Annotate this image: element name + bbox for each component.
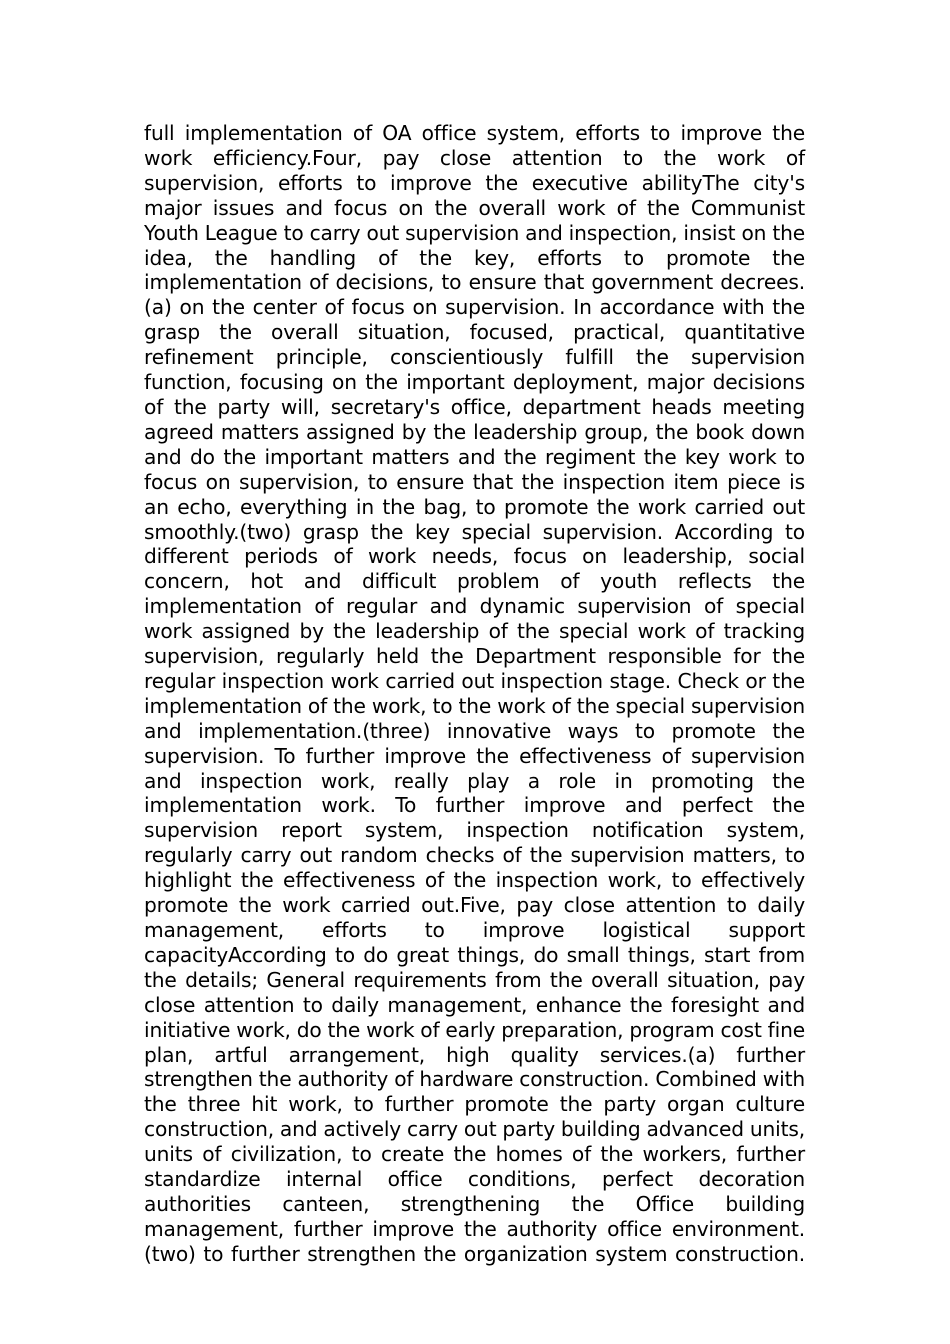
body-paragraph: full implementation of OA office system, efforts to improve the work efficiency.Four, pay close attention to the work of supervision, efforts to improve the executive abilityThe city's major issues and focus on the overall work of the Communist Youth League to carry out supervision and inspection, insist on the idea, the handling of the key, efforts to promote the implementation of decisions, to ensure that government decrees.(a) on the center of focus on supervision. In accordance with the grasp the overall situation, focused, practical, quantitative refinement principle, conscientiously fulfill the supervision function, focusing on the important deployment, major decisions of the party will, secretary's office, department heads meeting agreed matters assigned by the leadership group, the book down and do the important matters and the regiment the key work to focus on supervision, to ensure that the inspection item piece is an echo, everything in the bag, to promote the work carried out smoothly.(two) grasp the key special supervision. According to different periods of work needs, focus on leadership, social concern, hot and difficult problem of youth reflects the implementation of regular and dynamic supervision of special work assigned by the leadership of the special work of tracking supervision, regularly held the Department responsible for the regular inspection work carried out inspection stage. Check or the implementation of the work, to the work of the special supervision and implementation.(three) innovative ways to promote the supervision. To further improve the effectiveness of supervision and inspection work, really play a role in promoting the implementation work. To further improve and perfect the supervision report system, inspection notification system, regularly carry out random checks of the supervision matters, to highlight the effectiveness of the inspection work, to effectively promote the work carried out.Five, pay close attention to daily management, efforts to improve logistical support capacityAccording to do great things, do small things, start from the details; General requirements from the overall situation, pay close attention to daily management, enhance the foresight and initiative work, do the work of early preparation, program cost fine plan, artful arrangement, high quality services.(a) further strengthen the authority of hardware construction. Combined with the three hit work, to further promote the party organ culture construction, and actively carry out party building advanced units, units of civilization, to create the homes of the workers, further standardize internal office conditions, perfect decoration authorities canteen, strengthening the Office building management, further improve the authority office environment. (two) to further strengthen the organization system construction. bbox=[144, 121, 805, 1266]
